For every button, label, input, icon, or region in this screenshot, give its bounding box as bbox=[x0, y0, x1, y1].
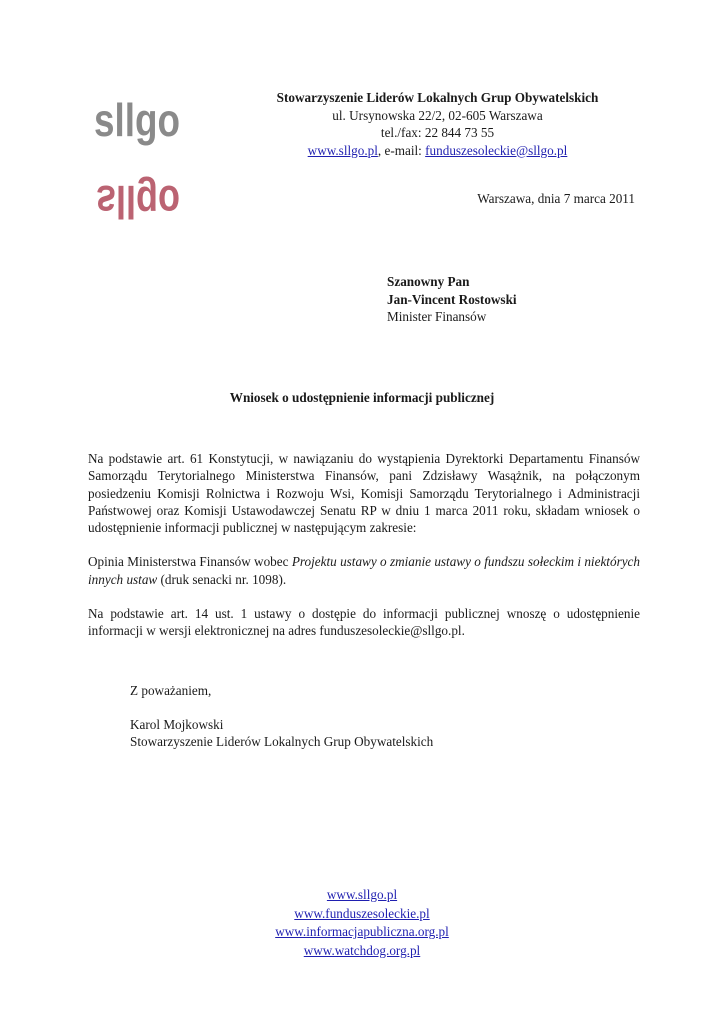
footer-link-informacjapubliczna[interactable]: www.informacjapubliczna.org.pl bbox=[275, 924, 449, 939]
closing-greeting: Z poważaniem, bbox=[130, 683, 212, 698]
paragraph-2-suffix: (druk senacki nr. 1098). bbox=[157, 571, 287, 587]
signer-org: Stowarzyszenie Liderów Lokalnych Grup Obywatelskich bbox=[130, 734, 434, 749]
logo-top-text bbox=[94, 94, 180, 146]
email-link[interactable]: funduszesoleckie@sllgo.pl bbox=[425, 142, 568, 158]
letter-date: Warszawa, dnia 7 marca 2011 bbox=[477, 191, 635, 206]
logo-mirrored-text bbox=[96, 176, 180, 228]
website-link[interactable]: www.sllgo.pl bbox=[307, 142, 378, 158]
bill-title: Projektu ustawy o zmianie ustawy o fundszu sołeckim i niektórych innych ustaw bbox=[88, 554, 640, 587]
footer-link-sllgo[interactable]: www.sllgo.pl bbox=[326, 887, 398, 902]
footer-link-funduszesoleckie[interactable]: www.funduszesoleckie.pl bbox=[294, 905, 430, 921]
footer-links bbox=[88, 886, 636, 960]
addressee-block bbox=[387, 273, 517, 326]
org-address: ul. Ursynowska 22/2, 02-605 Warszawa bbox=[332, 107, 543, 123]
addressee-salutation: Szanowny Pan bbox=[387, 274, 470, 289]
body-paragraph-1: Na podstawie art. 61 Konstytucji, w nawiązaniu do wystąpienia Dyrektorki Departamentu Finansów Samorządu Terytorialnego Ministerstwa Finansów, pani Zdzisławy Wasążnik, na połączonym posiedzeniu Komisji Rolnictwa i Rozwoju Wsi, Komisji Samorządu Terytorialnego i Administracji Państwowej oraz Komisji Ustawodawczej Senatu RP w dniu 1 marca 2011 roku, składam wniosek o udostępnienie informacji publicznej w następującym zakresie: bbox=[88, 451, 640, 536]
letter-body bbox=[88, 450, 640, 657]
org-contact-line bbox=[240, 142, 635, 160]
footer-link-watchdog[interactable]: www.watchdog.org.pl bbox=[303, 942, 421, 958]
paragraph-2-prefix: Opinia Ministerstwa Finansów wobec bbox=[88, 554, 292, 570]
addressee-name: Jan-Vincent Rostowski bbox=[387, 291, 517, 307]
org-name: Stowarzyszenie Liderów Lokalnych Grup Obywatelskich bbox=[276, 90, 599, 105]
closing-block bbox=[130, 682, 433, 751]
addressee-title: Minister Finansów bbox=[387, 309, 487, 324]
org-phone: tel./fax: 22 844 73 55 bbox=[380, 125, 495, 140]
body-paragraph-2 bbox=[88, 553, 640, 588]
email-label: , e-mail: bbox=[377, 142, 426, 158]
organization-logo bbox=[92, 84, 192, 228]
letterhead bbox=[240, 89, 635, 159]
svg-text:sllgo: sllgo bbox=[96, 176, 180, 228]
letter-subject: Wniosek o udostępnienie informacji publicznej bbox=[229, 390, 495, 405]
signer-name: Karol Mojkowski bbox=[130, 716, 224, 732]
svg-text:sllgo: sllgo bbox=[94, 94, 180, 146]
sllgo-logo-graphic bbox=[92, 84, 192, 228]
body-paragraph-3: Na podstawie art. 14 ust. 1 ustawy o dostępie do informacji publicznej wnoszę o udostępnienie informacji w wersji elektronicznej na adres funduszesoleckie@sllgo.pl. bbox=[88, 606, 640, 639]
